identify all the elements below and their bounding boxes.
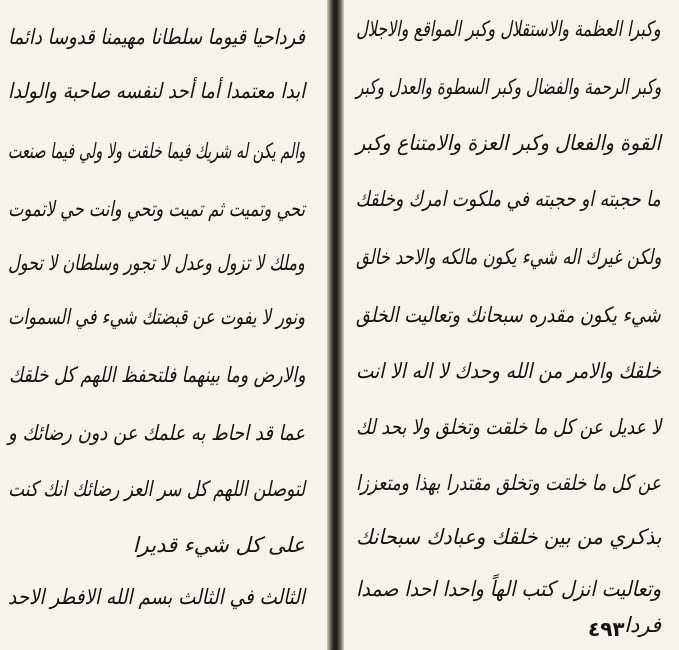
manuscript-line: وتعاليت انزل كتب الهاً واحدا احدا صمدا	[356, 577, 661, 601]
manuscript-line: ما حجبته او حجبته في ملكوت امرك وخلقك	[356, 187, 661, 211]
right-page	[344, 0, 679, 650]
left-page	[0, 0, 327, 650]
manuscript-line: والم يكن له شريك فيما خلقت ولا ولي فيما صنعت	[7, 139, 305, 163]
manuscript-line: والارض وما بينهما فلتحفظ اللهم كل خلقك	[8, 363, 305, 387]
manuscript-line: وكبرا العظمة والاستقلال وكبر المواقع والاجلال	[356, 17, 661, 41]
page-number: ٤٩٣	[588, 617, 625, 641]
manuscript-line: الثالث في الثالث بسم الله الافطر الاحد	[7, 585, 305, 609]
manuscript-line: بذكري من بين خلقك وعبادك سبحانك	[355, 525, 661, 549]
manuscript-line: عما قد احاط به علمك عن دون رضائك و	[8, 421, 305, 445]
manuscript-line: القوة والفعال وكبر العزة والامتناع وكبر	[356, 131, 661, 155]
manuscript-line: ونور لا يفوت عن قبضتك شيء في السموات	[8, 305, 305, 329]
manuscript-line: لا عديل عن كل ما خلقت وتخلق ولا بحد لك	[355, 415, 661, 439]
manuscript-line: لتوصلن اللهم كل سر العز رضائك انك كنت	[7, 477, 305, 501]
manuscript-line: عن كل ما خلقت وتخلق مقتدرا بهذا ومتعززا	[356, 471, 661, 495]
manuscript-line: تحي وتميت ثم تميت وتحي وانت حي لاتموت	[8, 197, 305, 221]
manuscript-line: ولكن غيرك اله شيء يكون مالكه والاحد خالق	[355, 245, 661, 269]
book-gutter	[327, 0, 344, 650]
manuscript-line: ابدا معتمدا أما أحد لنفسه صاحبة والولدا	[7, 79, 305, 103]
manuscript-line: شيء يكون مقدره سبحانك وتعاليت الخلق	[356, 303, 661, 327]
manuscript-line: خلقك والامر من الله وحدك لا اله الا انت	[355, 359, 661, 383]
manuscript-line: وكبر الرحمة والفضال وكبر السطوة والعدل وكبر	[355, 75, 661, 99]
manuscript-line: على كل شيء قديرا	[132, 533, 305, 557]
manuscript-line: وملك لا تزول وعدل لا تجور وسلطان لا تحول	[8, 251, 305, 275]
manuscript-line: فرداحيا قيوما سلطانا مهيمنا قدوسا دائما	[8, 25, 305, 49]
manuscript-line: فردا	[624, 613, 661, 637]
